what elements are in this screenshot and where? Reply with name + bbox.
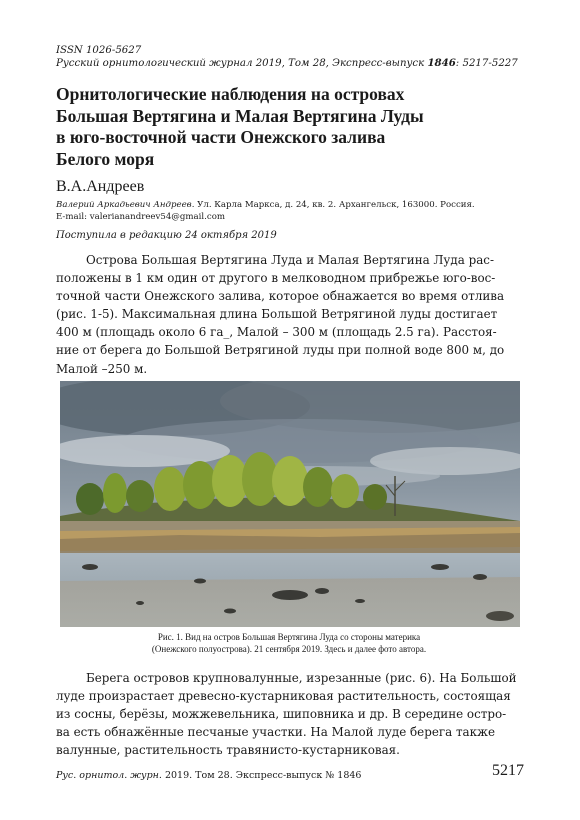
journal-prefix: Русский орнитологический журнал 2019, Том 28, Экспресс-выпуск — [56, 58, 428, 69]
title-line: Большая Вертягина и Малая Вертягина Луды — [56, 105, 424, 126]
text-line: Берега островов крупновалунные, изрезанные (рис. 6). На Большой — [86, 671, 517, 685]
text-line: валунные, растительность травянисто-кустарниковая. — [56, 743, 400, 758]
issn-line: ISSN 1026-5627 — [56, 45, 142, 56]
footer-citation — [56, 770, 361, 781]
paragraph-intro — [56, 251, 526, 378]
figure-caption-line: Рис. 1. Вид на остров Большая Вертягина Луда со стороны материка — [157, 632, 421, 642]
journal-line — [56, 57, 518, 70]
author-email: E-mail: valerianandreev54@gmail.com — [56, 212, 226, 222]
figure-caption-line: (Онежского полуострова). 21 сентября 2019. Здесь и далее фото автора. — [151, 644, 427, 654]
page-range: : 5217-5227 — [455, 58, 518, 69]
text-line: из сосны, берёзы, можжевельника, шиповника и др. В середине остро- — [56, 707, 507, 722]
affiliation-address: . Ул. Карла Маркса, д. 24, кв. 2. Архангельск, 163000. Россия. — [191, 200, 475, 210]
footer-journal-abbr: Рус. орнитол. журн. — [56, 770, 162, 781]
text-line: Малой –250 м. — [56, 361, 148, 376]
island-photo — [60, 381, 520, 627]
issue-number: 1846 — [427, 57, 456, 69]
paragraph-shores — [56, 669, 526, 759]
text-line: положены в 1 км один от другого в мелководном прибрежье юго-вос- — [56, 271, 496, 286]
text-line: ние от берега до Большой Ветрягиной луды при полной воде 800 м, до — [56, 343, 505, 358]
text-line: 400 м (площадь около 6 га_, Малой – 300 м (площадь 2.5 га). Расстоя- — [56, 325, 497, 340]
text-line: точной части Онежского залива, которое обнажается во время отлива — [56, 289, 505, 304]
author-name: В.А.Андреев — [56, 178, 145, 195]
page-number: 5217 — [492, 762, 524, 779]
title-line: в юго-восточной части Онежского залива — [56, 127, 386, 147]
text-line: ва есть обнажённые песчаные участки. На Малой луде берега также — [56, 725, 496, 740]
footer-issue: 2019. Том 28. Экспресс-выпуск № 1846 — [161, 770, 362, 781]
affiliation — [56, 199, 475, 212]
article-title — [56, 84, 526, 170]
text-line: (рис. 1-5). Максимальная длина Большой Ветрягиной луды достигает — [56, 307, 498, 322]
title-line: Орнитологические наблюдения на островах — [56, 84, 405, 104]
affiliation-name: Валерий Аркадьевич Андреев — [56, 200, 192, 210]
received-date: Поступила в редакцию 24 октября 2019 — [56, 230, 277, 241]
title-line: Белого моря — [56, 148, 155, 169]
text-line: луде произрастает древесно-кустарниковая растительность, состоящая — [56, 689, 511, 704]
text-line: Острова Большая Вертягина Луда и Малая Вертягина Луда рас- — [86, 253, 494, 267]
